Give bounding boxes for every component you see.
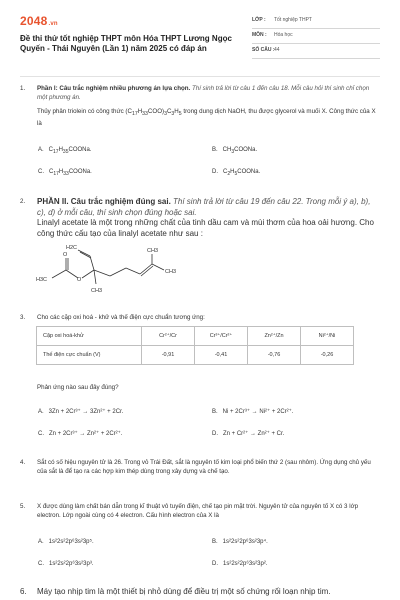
exam-header [20, 12, 380, 70]
meta-key: SỐ CÂU : [252, 47, 275, 53]
meta-value: 44 [274, 47, 280, 53]
table-cell: Cặp oxi hoá-khử [37, 327, 142, 346]
question-number: 3. [20, 314, 26, 321]
exam-title: Đề thi thử tốt nghiệp THPT môn Hóa THPT Lương Ngọc Quyến - Thái Nguyên (Lần 1) năm 2025 có đáp án [20, 34, 232, 53]
meta-row-class [252, 14, 380, 29]
question-1 [20, 84, 380, 184]
option-b[interactable]: B. 1s²2s²2p⁶3s²3p⁴. [212, 539, 268, 545]
table-cell: Zn²⁺/Zn [248, 327, 301, 346]
label-ch3-b: CH3 [147, 248, 159, 254]
meta-key: MÔN : [252, 32, 267, 38]
option-d[interactable]: D. Zn + Cr²⁺ → Zn²⁺ + Cr. [212, 431, 285, 437]
label-carbonyl-o: O [63, 252, 68, 258]
label-ch3-a: CH3 [91, 288, 103, 294]
question-5 [20, 502, 380, 572]
table-cell: -0,76 [248, 346, 301, 365]
potential-table [36, 326, 354, 365]
question-stem: Cho các cặp oxi hoá - khử và thế điện cực chuẩn tương ứng: [37, 314, 205, 321]
table-cell: -0,91 [142, 346, 195, 365]
table-row [37, 346, 354, 365]
logo-text: 2048 [20, 14, 48, 28]
header-divider [20, 76, 380, 77]
meta-value: Hóa học [274, 32, 293, 38]
logo-suffix: .vn [48, 21, 58, 27]
question-stem: Sắt có số hiệu nguyên tử là 26. Trong vỏ Trái Đất, sắt là nguyên tố kim loại phổ biến thứ 2 (sau nhôm). Ứng dụng chủ yếu của sắt là để tạo ra các hợp kim thép dùng trong xây dựng và chế tạo. [37, 459, 371, 475]
table-cell: Thế điện cực chuẩn (V) [37, 346, 142, 365]
meta-row-count [252, 44, 380, 59]
table-cell: Ni²⁺/Ni [301, 327, 354, 346]
question-number: 1. [20, 85, 26, 92]
part-heading: Phần I: Câu trắc nghiệm nhiều phương án lựa chọn. [37, 85, 191, 92]
table-cell: -0,41 [195, 346, 248, 365]
question-prompt: Phản ứng nào sau đây đúng? [37, 384, 119, 391]
site-logo[interactable] [20, 14, 58, 28]
option-c[interactable]: C. 1s²2s²2p⁶3s²3p³. [38, 561, 94, 567]
option-a[interactable]: A. 1s²2s²2p⁶3s²3p⁵. [38, 539, 94, 545]
table-cell: Cr²⁺/Cr [142, 327, 195, 346]
linalyl-acetate-structure [30, 240, 200, 296]
question-6 [20, 587, 380, 599]
part-heading: PHẦN II. Câu trắc nghiệm đúng sai. [37, 197, 171, 206]
question-4 [20, 458, 380, 482]
question-number: 6. [20, 587, 27, 596]
option-c[interactable]: C. Zn + 2Cr³⁺ → Zn²⁺ + 2Cr²⁺. [38, 431, 123, 437]
option-c[interactable]: C. $C_{17}H_{33}COONa$. [38, 169, 92, 178]
meta-value: Tốt nghiệp THPT [274, 17, 312, 23]
question-stem: Linalyl acetate là một trong những chất của tinh dầu cam và mùi thơm của hoa oải hương. Cho công thức cấu tạo của linalyl acetate như sau : [37, 218, 374, 238]
table-cell: Cr³⁺/Cr²⁺ [195, 327, 248, 346]
label-h3c: H3C [36, 277, 48, 283]
table-cell: -0,26 [301, 346, 354, 365]
label-ester-o: O [77, 277, 82, 283]
option-a[interactable]: A. $C_{17}H_{35}COONa$. [38, 147, 92, 156]
part-instruction: Thí sinh trả lời từ câu 1 đến câu 18. Mỗi câu hỏi thí sinh chỉ chọn một phương án. [37, 85, 370, 101]
option-b[interactable]: B. Ni + 2Cr³⁺ → Ni²⁺ + 2Cr²⁺. [212, 409, 294, 415]
option-d[interactable]: D. 1s²2s²2p⁶3s²3p². [212, 561, 268, 567]
question-number: 4. [20, 459, 26, 466]
question-number: 2. [20, 198, 26, 205]
question-stem: Máy tạo nhịp tim là một thiết bị nhỏ dùng để điều trị một số chứng rối loạn nhịp tim. [37, 587, 331, 596]
question-stem: Thủy phân triolein có công thức $(C_{17}H_{33}COO)_3C_3H_5$ trong dung dịch NaOH, thu được glycerol và muối X. Công thức của X là [37, 108, 376, 128]
option-b[interactable]: B. $CH_3COONa$. [212, 147, 258, 156]
option-d[interactable]: D. $C_2H_5COONa$. [212, 169, 261, 178]
option-a[interactable]: A. 3Zn + 2Cr³⁺ → 3Zn²⁺ + 2Cr. [38, 409, 124, 415]
question-number: 5. [20, 503, 26, 510]
part-instruction: Thí sinh trả lời từ câu 19 đến câu 22. Trong mỗi ý a), b), c), d) ở mỗi câu, thí sinh chọn đúng hoặc sai. [37, 197, 371, 217]
meta-row-subject [252, 29, 380, 44]
meta-key: LỚP : [252, 17, 266, 23]
exam-meta [252, 14, 380, 59]
label-h2c: H2C [66, 245, 78, 251]
question-stem: X được dùng làm chất bán dẫn trong kĩ thuật vô tuyến điện, chế tạo pin mặt trời. Nguyên tử của nguyên tố X có 3 lớp electron. Lớp ngoài cùng có 4 electron. Cấu hình electron của X là [37, 503, 359, 519]
table-row [37, 327, 354, 346]
label-ch3-c: CH3 [165, 269, 177, 275]
